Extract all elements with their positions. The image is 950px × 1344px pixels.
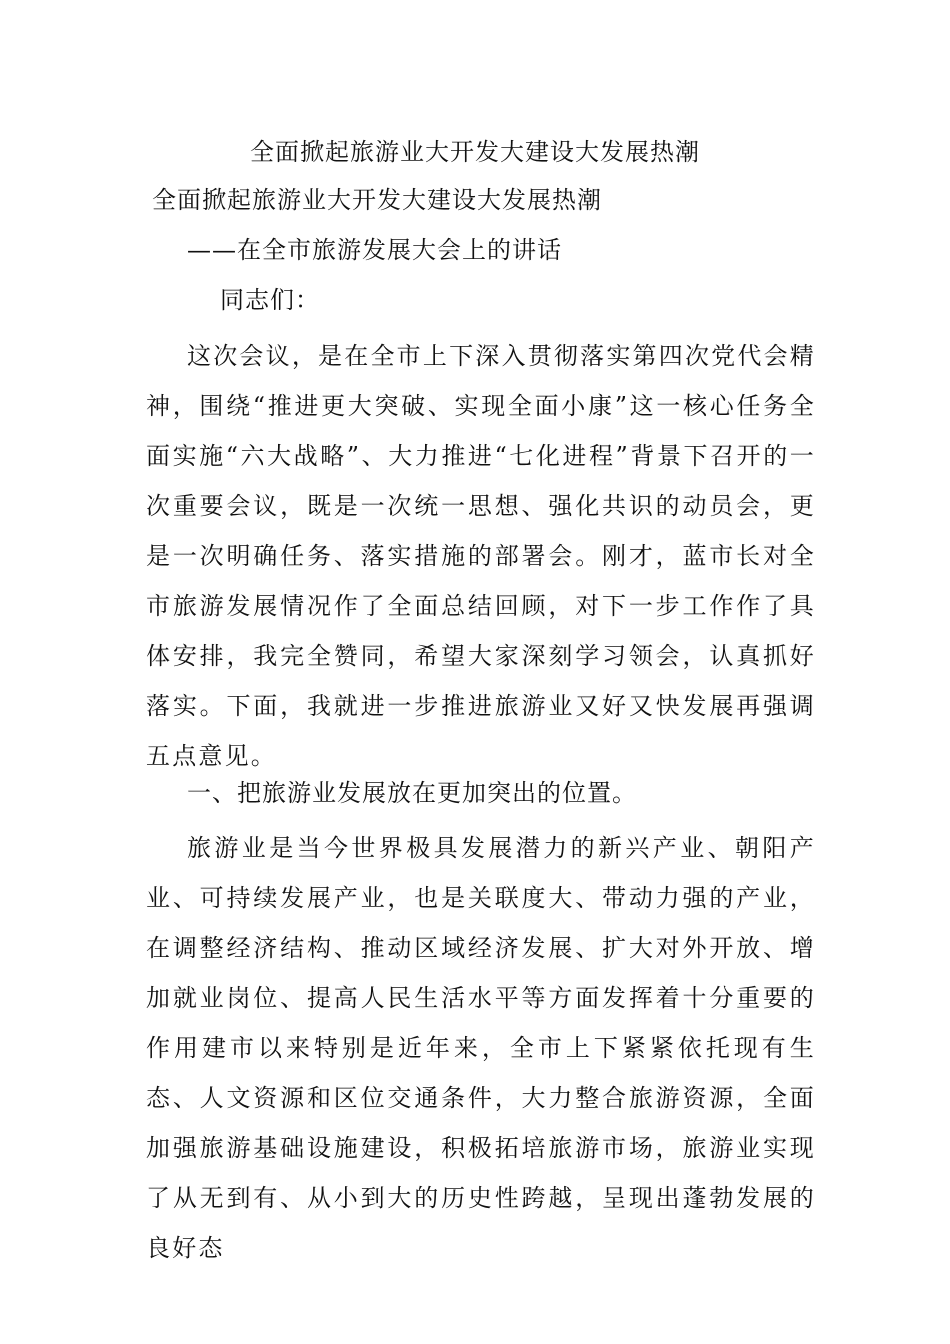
document-title: 全面掀起旅游业大开发大建设大发展热潮	[152, 186, 602, 214]
paragraph-1: 这次会议，是在全市上下深入贯彻落实第四次党代会精神，围绕“推进更大突破、实现全面小康”这一核心任务全面实施“六大战略”、大力推进“七化进程”背景下召开的一次重要会议，既是一次统一思想、强化共识的动员会，更是一次明确任务、落实措施的部署会。刚才，蓝市长对全市旅游发展情况作了全面总结回顾，对下一步工作作了具体安排，我完全赞同，希望大家深刻学习领会，认真抓好落实。下面，我就进一步推进旅游业又好又快发展再强调五点意见。	[146, 342, 816, 770]
document-subtitle: ——在全市旅游发展大会上的讲话	[187, 236, 562, 264]
section-heading: 一、把旅游业发展放在更加突出的位置。	[187, 779, 637, 807]
paragraph-2: 旅游业是当今世界极具发展潜力的新兴产业、朝阳产业、可持续发展产业，也是关联度大、带动力强的产业，在调整经济结构、推动区域经济发展、扩大对外开放、增加就业岗位、提高人民生活水平等方面发挥着十分重要的作用建市以来特别是近年来，全市上下紧紧依托现有生态、人文资源和区位交通条件，大力整合旅游资源，全面加强旅游基础设施建设，积极拓培旅游市场，旅游业实现了从无到有、从小到大的历史性跨越，呈现出蓬勃发展的良好态	[146, 834, 816, 1262]
salutation: 同志们：	[220, 286, 320, 314]
header-title: 全面掀起旅游业大开发大建设大发展热潮	[250, 138, 700, 166]
